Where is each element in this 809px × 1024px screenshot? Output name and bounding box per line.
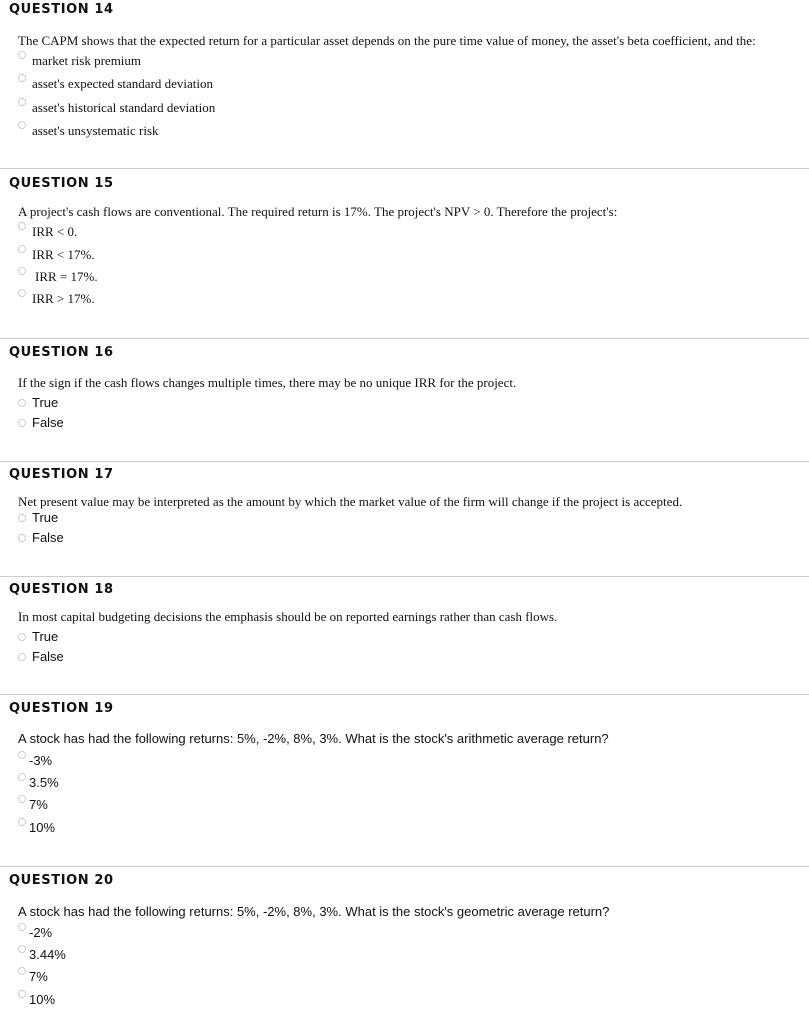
option-label: -3% — [29, 753, 53, 768]
option-label: True — [32, 395, 59, 410]
radio-button[interactable] — [18, 534, 26, 542]
option-label: False — [32, 530, 64, 545]
answer-option[interactable] — [18, 629, 58, 644]
radio-button[interactable] — [18, 923, 26, 931]
answer-option[interactable] — [18, 415, 64, 430]
radio-button[interactable] — [18, 51, 26, 59]
option-label: IRR > 17%. — [32, 291, 95, 306]
answer-option[interactable] — [18, 247, 95, 263]
radio-button[interactable] — [18, 633, 26, 641]
question-text: A project's cash flows are conventional. The required return is 17%. The project's NPV > 0. Therefore the project's: — [18, 204, 618, 219]
question-divider — [0, 694, 809, 695]
radio-button[interactable] — [18, 74, 26, 82]
option-label: True — [32, 629, 59, 644]
radio-button[interactable] — [18, 222, 26, 230]
radio-button[interactable] — [18, 751, 26, 759]
radio-button[interactable] — [18, 773, 26, 781]
radio-button[interactable] — [18, 653, 26, 661]
question-heading: QUESTION 19 — [9, 701, 114, 716]
answer-option[interactable] — [18, 269, 98, 285]
radio-button[interactable] — [18, 514, 26, 522]
radio-button[interactable] — [18, 267, 26, 275]
radio-button[interactable] — [18, 818, 26, 826]
question-heading: QUESTION 20 — [9, 873, 114, 888]
answer-option[interactable] — [18, 76, 213, 92]
question-heading: QUESTION 16 — [9, 345, 114, 360]
option-label: False — [32, 415, 64, 430]
question-text: In most capital budgeting decisions the emphasis should be on reported earnings rather than cash flows. — [18, 609, 558, 624]
option-label: -2% — [29, 925, 53, 940]
answer-option[interactable] — [18, 123, 159, 139]
question-text: If the sign if the cash flows changes multiple times, there may be no unique IRR for the project. — [18, 375, 517, 390]
radio-button[interactable] — [18, 945, 26, 953]
option-label: 3.44% — [29, 947, 66, 962]
radio-button[interactable] — [18, 245, 26, 253]
option-label: IRR = 17%. — [35, 269, 98, 284]
question-heading: QUESTION 14 — [9, 2, 114, 17]
option-label: 10% — [29, 820, 56, 835]
answer-option[interactable] — [18, 753, 52, 768]
radio-button[interactable] — [18, 98, 26, 106]
answer-option[interactable] — [18, 100, 215, 116]
option-label: 7% — [29, 969, 48, 984]
option-label: 3.5% — [29, 775, 59, 790]
question-text: Net present value may be interpreted as the amount by which the market value of the firm will change if the project is accepted. — [18, 494, 683, 509]
answer-option[interactable] — [18, 53, 141, 69]
answer-option[interactable] — [18, 510, 58, 525]
option-label: asset's expected standard deviation — [32, 76, 214, 91]
radio-button[interactable] — [18, 419, 26, 427]
option-label: asset's unsystematic risk — [32, 123, 159, 138]
answer-option[interactable] — [18, 775, 59, 790]
radio-button[interactable] — [18, 121, 26, 129]
option-label: False — [32, 649, 64, 664]
question-heading: QUESTION 15 — [9, 176, 114, 191]
radio-button[interactable] — [18, 967, 26, 975]
answer-option[interactable] — [18, 395, 58, 410]
answer-option[interactable] — [18, 224, 77, 240]
question-divider — [0, 461, 809, 462]
question-text: A stock has had the following returns: 5%, -2%, 8%, 3%. What is the stock's arithmetic average return? — [18, 731, 609, 746]
radio-button[interactable] — [18, 990, 26, 998]
answer-option[interactable] — [18, 969, 48, 984]
answer-option[interactable] — [18, 530, 64, 545]
option-label: 7% — [29, 797, 48, 812]
question-text: The CAPM shows that the expected return for a particular asset depends on the pure time value of money, the asset's beta coefficient, and the: — [18, 33, 756, 48]
question-text: A stock has had the following returns: 5%, -2%, 8%, 3%. What is the stock's geometric average return? — [18, 904, 610, 919]
answer-option[interactable] — [18, 992, 55, 1007]
answer-option[interactable] — [18, 649, 64, 664]
question-heading: QUESTION 17 — [9, 467, 114, 482]
option-label: IRR < 0. — [32, 224, 78, 239]
option-label: 10% — [29, 992, 56, 1007]
question-divider — [0, 866, 809, 867]
option-label: True — [32, 510, 59, 525]
question-divider — [0, 338, 809, 339]
answer-option[interactable] — [18, 820, 55, 835]
answer-option[interactable] — [18, 947, 66, 962]
option-label: market risk premium — [32, 53, 142, 68]
radio-button[interactable] — [18, 399, 26, 407]
question-divider — [0, 576, 809, 577]
question-heading: QUESTION 18 — [9, 582, 114, 597]
radio-button[interactable] — [18, 289, 26, 297]
option-label: IRR < 17%. — [32, 247, 95, 262]
answer-option[interactable] — [18, 925, 52, 940]
answer-option[interactable] — [18, 797, 48, 812]
option-label: asset's historical standard deviation — [32, 100, 216, 115]
answer-option[interactable] — [18, 291, 95, 307]
radio-button[interactable] — [18, 795, 26, 803]
question-divider — [0, 168, 809, 169]
